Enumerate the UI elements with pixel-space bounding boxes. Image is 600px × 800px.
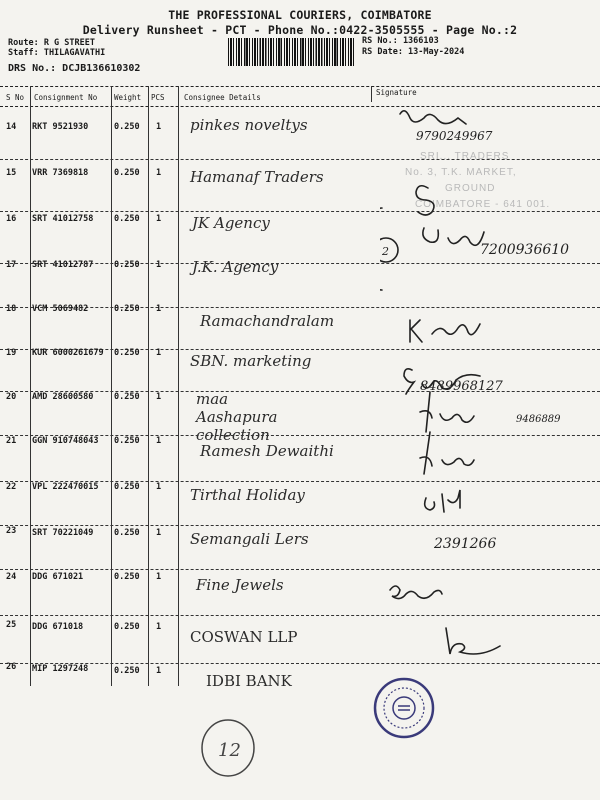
row-sno: 17 xyxy=(6,260,17,270)
row-pcs: 1 xyxy=(156,214,162,224)
col-consignee: Consignee Details xyxy=(184,93,261,102)
col-divider xyxy=(371,86,372,102)
row-consignment: VPL 222470015 xyxy=(32,482,99,492)
row-weight: 0.250 xyxy=(114,260,140,270)
row-sno: 18 xyxy=(6,304,17,314)
row-pcs: 1 xyxy=(156,666,162,676)
row-consignment: AMD 28600580 xyxy=(32,392,94,402)
route-label: Route: R G STREET xyxy=(8,38,95,48)
col-sno: S No xyxy=(6,93,25,102)
page-subtitle: Delivery Runsheet - PCT - Phone No.:0422-3505555 - Page No.:2 xyxy=(82,23,518,37)
row-consignee: Ramachandralam xyxy=(200,312,335,330)
row-sno: 22 xyxy=(6,482,17,492)
row-consignment: DDG 671021 xyxy=(32,572,84,582)
row-sno: 19 xyxy=(6,348,17,358)
table-row xyxy=(0,658,600,710)
drs-number: DRS No.: DCJB136610302 xyxy=(8,63,141,74)
row-consignee: SBN. marketing xyxy=(190,352,312,370)
signature-21 xyxy=(420,432,474,474)
row-consignment: SRT 41012787 xyxy=(32,260,94,270)
signature-22 xyxy=(425,490,460,512)
row-sno: 14 xyxy=(6,122,17,132)
row-pcs: 1 xyxy=(156,304,162,314)
row-weight: 0.250 xyxy=(114,528,140,538)
row-consignment: SRT 41012758 xyxy=(32,214,94,224)
circled-number-text: 2 xyxy=(382,245,389,258)
row-consignee: Fine Jewels xyxy=(196,576,284,594)
row-consignment: VCM 5069482 xyxy=(32,304,89,314)
row-consignee: Semangali Lers xyxy=(190,530,309,548)
row-sno: 23 xyxy=(6,526,17,536)
row-weight: 0.250 xyxy=(114,436,140,446)
row-sno: 15 xyxy=(6,168,17,178)
row-weight: 0.250 xyxy=(114,348,140,358)
signature-24 xyxy=(390,586,442,599)
row-consignee: Hamanaf Traders xyxy=(190,168,324,186)
row-weight: 0.250 xyxy=(114,122,140,132)
faint-stamp-line2: No. 3, T.K. MARKET, xyxy=(405,167,517,178)
rs-number: RS No.: 1366103 xyxy=(362,36,439,46)
row-consignment: KUR 6000261679 xyxy=(32,348,104,358)
row-weight: 0.250 xyxy=(114,666,140,676)
signature-14 xyxy=(400,111,466,124)
row-weight: 0.250 xyxy=(114,168,140,178)
row-weight: 0.250 xyxy=(114,304,140,314)
row-consignee: Tirthal Holiday xyxy=(190,486,305,504)
row-pcs: 1 xyxy=(156,572,162,582)
row-sno: 16 xyxy=(6,214,17,224)
row-consignee: pinkes noveltys xyxy=(190,116,308,134)
row-sno: 24 xyxy=(6,572,17,582)
col-weight: Weight xyxy=(114,93,142,102)
bottom-circle-text: 12 xyxy=(218,740,241,761)
row-sno: 21 xyxy=(6,436,17,446)
signature-20 xyxy=(420,392,474,432)
col-signature: Signature xyxy=(376,88,417,97)
signature-15 xyxy=(416,186,434,215)
page-title: THE PROFESSIONAL COURIERS, COIMBATORE xyxy=(168,8,432,22)
row-pcs: 1 xyxy=(156,260,162,270)
row-weight: 0.250 xyxy=(114,622,140,632)
signature-column xyxy=(380,100,600,660)
phone-19: 8489968127 xyxy=(420,379,503,394)
col-pcs: PCS xyxy=(151,93,165,102)
row-weight: 0.250 xyxy=(114,572,140,582)
row-pcs: 1 xyxy=(156,392,162,402)
header-top-rule xyxy=(0,86,600,87)
faint-stamp-line4: COIMBATORE - 641 001. xyxy=(415,199,551,210)
faint-stamp-line3: GROUND xyxy=(445,183,496,194)
signature-25 xyxy=(446,628,500,654)
row-consignee: maa Aashapura collection xyxy=(196,390,278,444)
row-weight: 0.250 xyxy=(114,482,140,492)
row-consignee: JK Agency xyxy=(192,214,270,232)
row-pcs: 1 xyxy=(156,348,162,358)
phone-14: 9790249967 xyxy=(416,129,493,143)
row-pcs: 1 xyxy=(156,622,162,632)
rs-date: RS Date: 13-May-2024 xyxy=(362,47,465,57)
row-consignment: MIP 1297248 xyxy=(32,664,89,674)
row-pcs: 1 xyxy=(156,122,162,132)
signature-18 xyxy=(410,320,480,342)
phone-20: 9486889 xyxy=(516,414,561,425)
row-consignee: J.K. Agency xyxy=(192,258,279,276)
row-consignee: COSWAN LLP xyxy=(190,628,298,646)
phone-23: 2391266 xyxy=(434,536,497,552)
row-consignment: SRT 70221049 xyxy=(32,528,94,538)
row-weight: 0.250 xyxy=(114,214,140,224)
signature-16 xyxy=(423,228,484,245)
row-sno: 20 xyxy=(6,392,17,402)
col-consignment: Consignment No xyxy=(34,93,98,102)
row-sno: 26 xyxy=(6,662,17,672)
row-sno: 25 xyxy=(6,620,17,630)
row-pcs: 1 xyxy=(156,528,162,538)
row-consignment: RKT 9521930 xyxy=(32,122,89,132)
bank-seal xyxy=(372,676,436,740)
staff-label: Staff: THILAGAVATHI xyxy=(8,48,106,58)
row-pcs: 1 xyxy=(156,482,162,492)
phone-16: 7200936610 xyxy=(480,242,570,258)
row-weight: 0.250 xyxy=(114,392,140,402)
row-consignment: DDG 671018 xyxy=(32,622,84,632)
row-pcs: 1 xyxy=(156,168,162,178)
faint-stamp-line1: SRI... TRADERS xyxy=(420,151,510,162)
row-pcs: 1 xyxy=(156,436,162,446)
row-consignee: Ramesh Dewaithi xyxy=(200,442,334,460)
barcode-overlay xyxy=(228,38,356,66)
bottom-circle-mark xyxy=(196,716,260,780)
row-consignee: IDBI BANK xyxy=(206,672,292,690)
row-consignment: GGN 910748043 xyxy=(32,436,99,446)
row-consignment: VRR 7369818 xyxy=(32,168,89,178)
